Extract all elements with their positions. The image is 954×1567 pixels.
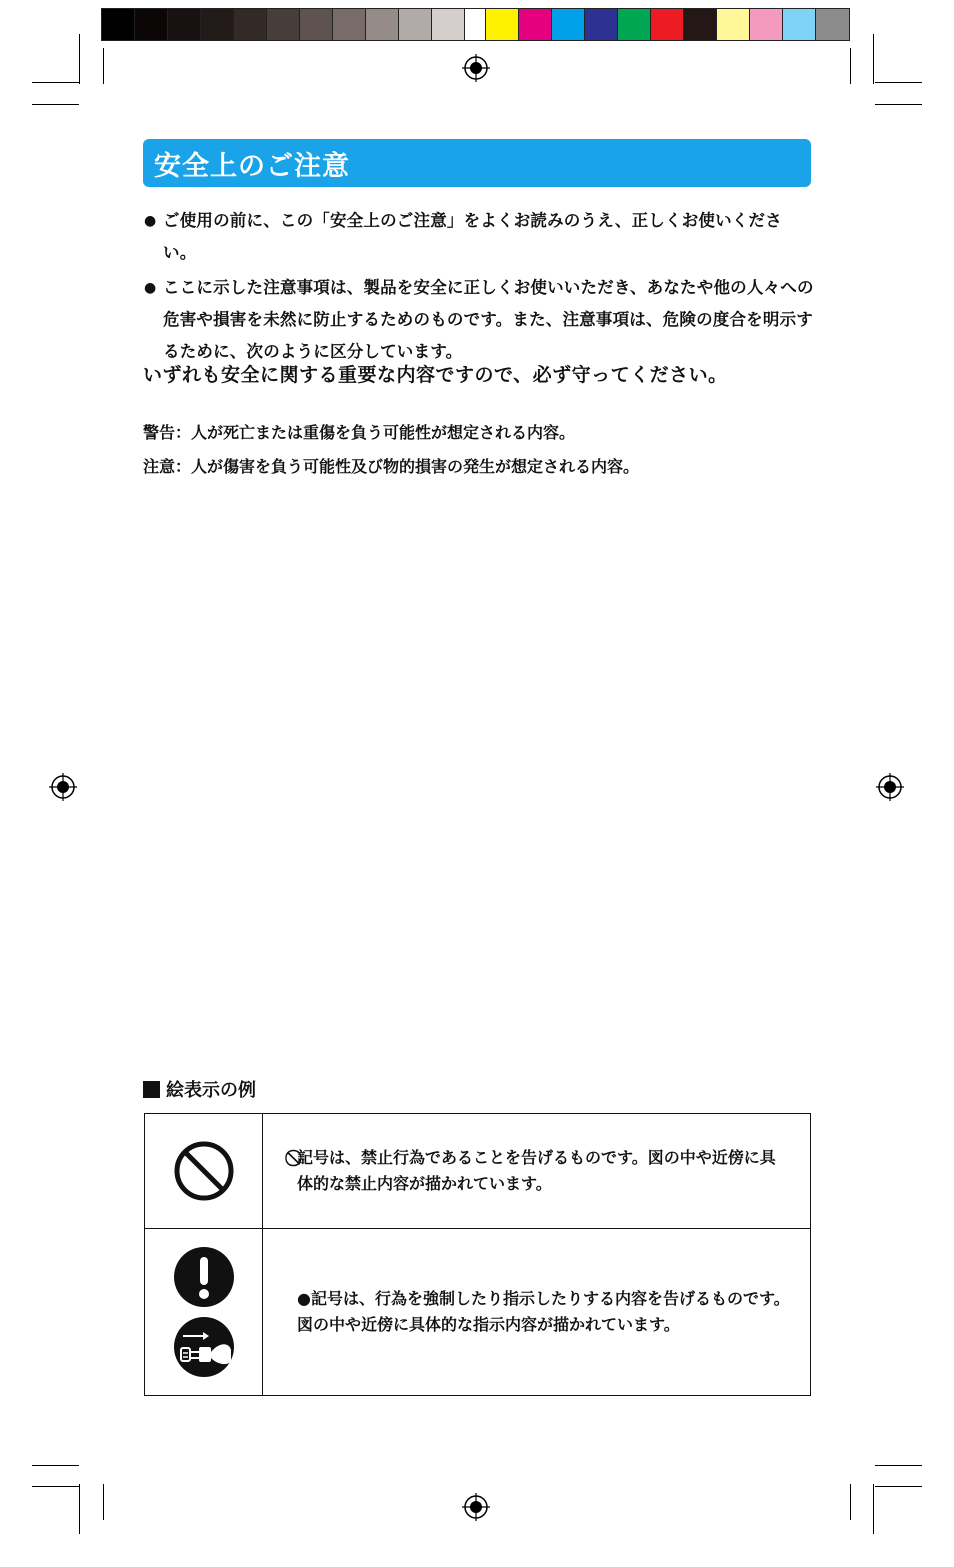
registration-mark-icon: [49, 773, 77, 801]
color-swatch: [684, 9, 717, 40]
symbols-table: [144, 1113, 811, 1396]
crop-mark: [32, 1486, 79, 1487]
crop-mark: [79, 34, 80, 84]
crop-mark: [873, 1484, 874, 1534]
color-swatch: [168, 9, 201, 40]
color-swatch: [300, 9, 333, 40]
color-swatch: [399, 9, 432, 40]
crop-mark: [32, 82, 79, 83]
caution-label: 注意：: [143, 457, 192, 476]
color-swatch: [519, 9, 552, 40]
intro-bullet-list: [143, 205, 815, 371]
color-swatch: [333, 9, 366, 40]
color-swatch: [267, 9, 300, 40]
color-swatch: [717, 9, 750, 40]
mandatory-icon: [173, 1246, 235, 1308]
symbol-cell: [145, 1114, 263, 1229]
bullet-text: ご使用の前に、この「安全上のご注意」をよくお読みのうえ、正しくお使いください。: [163, 211, 782, 262]
registration-mark-icon: [876, 773, 904, 801]
bullet-item: [143, 205, 815, 269]
table-row: [145, 1114, 811, 1229]
important-notice: いずれも安全に関する重要な内容ですので、必ず守ってください。: [143, 364, 728, 386]
color-swatch: [618, 9, 651, 40]
symbol-description: ●記号は、行為を強制したり指示したりする内容を告げるものです。図の中や近傍に具体的な指示内容が描かれています。: [263, 1229, 811, 1396]
registration-mark-icon: [462, 1493, 490, 1521]
color-swatch: [552, 9, 585, 40]
symbols-section-heading: [143, 1076, 256, 1102]
symbols-heading-text: 絵表示の例: [166, 1080, 256, 1101]
color-swatch: [651, 9, 684, 40]
color-swatch: [135, 9, 168, 40]
color-swatch: [234, 9, 267, 40]
crop-mark: [875, 82, 922, 83]
crop-mark: [850, 1484, 851, 1520]
color-swatch: [366, 9, 399, 40]
caution-definition: [143, 454, 639, 477]
color-swatch: [486, 9, 519, 40]
crop-mark: [103, 48, 104, 84]
color-swatch: [102, 9, 135, 40]
color-swatch: [432, 9, 465, 40]
color-swatch: [816, 9, 849, 40]
warning-definition: [143, 420, 575, 443]
unplug-icon: [173, 1316, 235, 1378]
color-swatch: [585, 9, 618, 40]
crop-mark: [875, 1486, 922, 1487]
prohibition-icon: [173, 1140, 235, 1202]
crop-mark: [32, 104, 79, 105]
page-title: 安全上のご注意: [154, 150, 350, 182]
color-swatch: [783, 9, 816, 40]
symbol-description: ⃠記号は、禁止行為であることを告げるものです。図の中や近傍に具体的な禁止内容が描かれています。: [263, 1114, 811, 1229]
gray-color-bar: [101, 8, 499, 41]
cmyk-color-bar: [485, 8, 850, 41]
color-swatch: [750, 9, 783, 40]
crop-mark: [103, 1484, 104, 1520]
crop-mark: [873, 34, 874, 84]
bullet-text: ここに示した注意事項は、製品を安全に正しくお使いいただき、あなたや他の人々への危害や損害を未然に防止するためのものです。また、注意事項は、危険の度合を明示するために、次のように区分しています。: [163, 278, 814, 361]
crop-mark: [875, 104, 922, 105]
registration-mark-icon: [462, 54, 490, 82]
crop-mark: [32, 1465, 79, 1466]
crop-mark: [79, 1484, 80, 1534]
caution-text: 人が傷害を負う可能性及び物的損害の発生が想定される内容。: [191, 457, 640, 476]
title-banner: [143, 139, 811, 187]
bullet-dot-icon: ●: [144, 213, 157, 229]
bullet-dot-icon: ●: [144, 280, 157, 296]
bullet-item: [143, 272, 815, 368]
crop-mark: [850, 48, 851, 84]
table-row: [145, 1229, 811, 1396]
square-bullet-icon: [143, 1081, 160, 1098]
crop-mark: [875, 1465, 922, 1466]
warning-label: 警告：: [143, 423, 192, 442]
color-swatch: [201, 9, 234, 40]
symbol-cell: [145, 1229, 263, 1396]
warning-text: 人が死亡または重傷を負う可能性が想定される内容。: [191, 423, 576, 442]
